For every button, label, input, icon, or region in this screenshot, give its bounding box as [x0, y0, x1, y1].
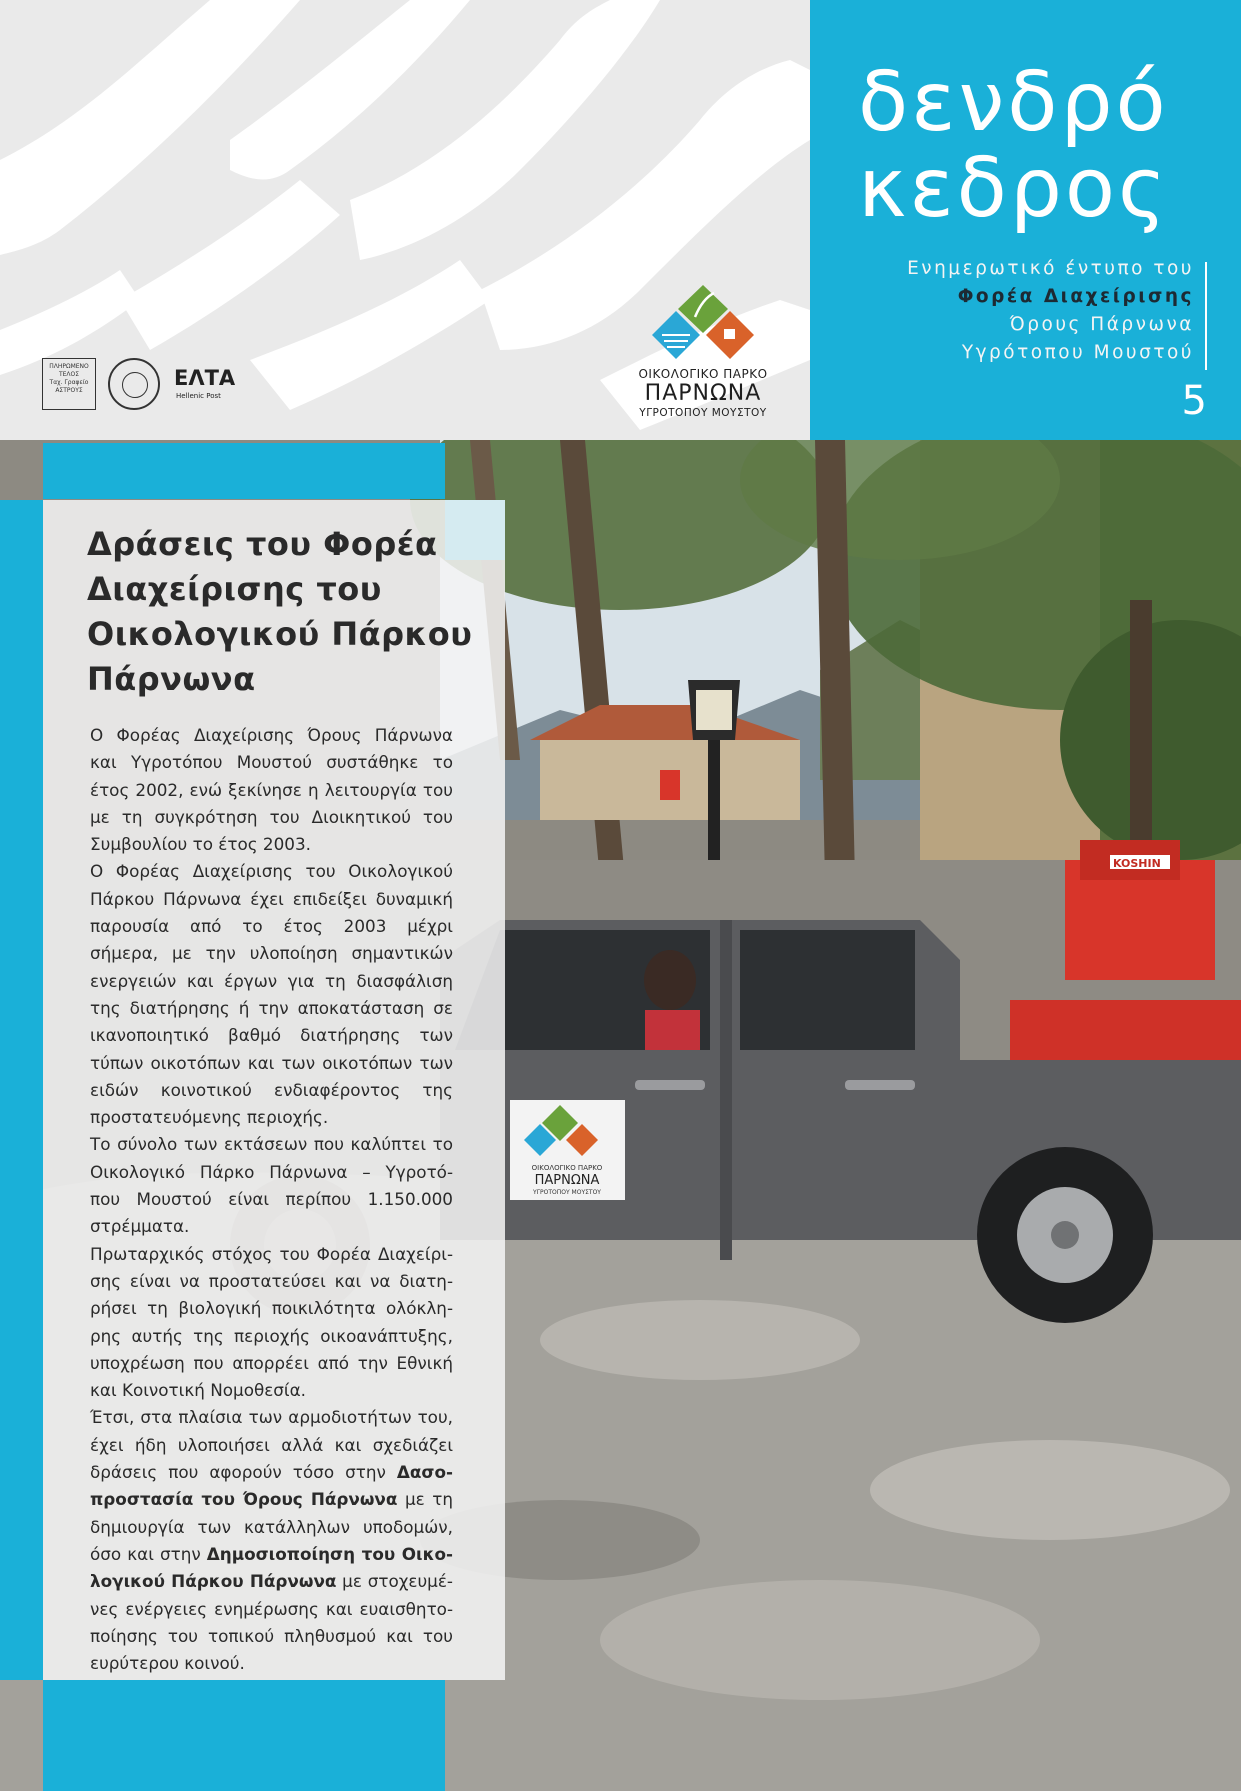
issue-number: 5	[1181, 378, 1207, 424]
elta-subtitle: Hellenic Post	[176, 392, 221, 400]
body-line: Πρωταρχικός στόχος του Φορέα Διαχείρι-	[90, 1243, 453, 1264]
pump-brand-label: KOSHIN	[1113, 857, 1161, 870]
body-line: νες ενέργειες ενημέρωσης και ευαισθητο-	[90, 1598, 453, 1619]
body-text-run: με στοχευμέ-	[336, 1571, 453, 1592]
masthead-title-line: δενδρό	[858, 55, 1169, 150]
bold-term: Δασο-	[396, 1462, 453, 1483]
subtitle-line: Ενημερωτικό έντυπο του	[907, 258, 1194, 279]
body-line: δημιουργία των κατάλληλων υποδομών,	[90, 1516, 453, 1537]
accent-block-bottom	[43, 1680, 445, 1791]
headline-line: Πάρνωνα	[87, 660, 256, 698]
article-body	[90, 722, 453, 1677]
body-text-run: δράσεις που αφορούν τόσο στην	[90, 1462, 397, 1483]
body-line: Πάρκου Πάρνωνα έχει επιδείξει δυναμική	[90, 888, 453, 909]
body-line: σήμερα, με την υλοποίηση σημαντικών	[90, 943, 453, 964]
body-line	[90, 1568, 453, 1595]
park-logo	[628, 283, 788, 419]
vehicle-logo-line: ΠΑΡΝΩΝΑ	[534, 1173, 600, 1188]
body-line: έτος 2002, ενώ ξεκίνησε η λειτουργία του	[90, 779, 453, 800]
subtitle-divider	[1205, 262, 1207, 370]
elta-logo: ΕΛΤΑ	[174, 366, 236, 390]
body-line: ενεργειών και έργων για τη διασφάλιση	[90, 970, 453, 991]
bold-term: λογικού Πάρκου Πάρνωνα	[90, 1571, 337, 1592]
body-line: έχει ήδη υλοποιήσει αλλά και σχεδιάζει	[90, 1434, 453, 1455]
park-logo-icon	[648, 283, 758, 365]
body-line	[90, 1541, 453, 1568]
body-line: ευρύτερου κοινού.	[90, 1653, 245, 1674]
park-name-line: ΥΓΡΟΤΟΠΟΥ ΜΟΥΣΤΟΥ	[639, 407, 767, 419]
body-line: υποχρέωση που απορρέει από την Εθνική	[90, 1352, 453, 1373]
subtitle-line: Όρους Πάρνωνα	[1009, 314, 1194, 335]
subtitle-line: Φορέα Διαχείρισης	[957, 286, 1194, 307]
body-line: παρουσία από το έτος 2003 μέχρι	[90, 916, 453, 937]
body-line	[90, 1486, 453, 1513]
park-name-main: ΠΑΡΝΩΝΑ	[644, 381, 762, 406]
accent-block-left	[0, 500, 43, 1680]
body-line: σης είναι να προστατεύσει και να διατη-	[90, 1270, 453, 1291]
masthead-title	[858, 55, 1170, 236]
postage-line: Ταχ. Γραφείο	[49, 379, 89, 386]
postal-seal-icon	[108, 358, 160, 410]
body-line: ικανοποιητικό βαθμό διατήρησης των	[90, 1025, 453, 1046]
subtitle-line: Υγρότοπου Μουστού	[961, 342, 1194, 363]
masthead-subtitle	[907, 255, 1194, 367]
body-line: Ο Φορέας Διαχείρισης Όρους Πάρνωνα	[90, 725, 453, 745]
body-line: και Κοινοτική Νομοθεσία.	[90, 1380, 307, 1401]
vehicle-logo-line: ΟΙΚΟΛΟΓΙΚΟ ΠΑΡΚΟ	[531, 1164, 603, 1172]
body-line: με τη συγκρότηση του Διοικητικού του	[90, 806, 453, 827]
body-line: προστατευόμενης περιοχής.	[90, 1107, 329, 1128]
postage-line: ΠΛΗΡΩΜΕΝΟ	[49, 363, 89, 370]
body-line	[90, 1459, 453, 1486]
body-line: Το σύνολο των εκτάσεων που καλύπτει το	[90, 1134, 453, 1155]
accent-block-top	[43, 443, 445, 499]
park-name-line: ΟΙΚΟΛΟΓΙΚΟ ΠΑΡΚΟ	[638, 367, 768, 381]
body-line: τύπων οικοτόπων και των οικοτόπων των	[90, 1052, 453, 1073]
bold-term: Δημοσιοποίηση του Οικο-	[206, 1543, 453, 1564]
headline-line: Δράσεις του Φορέα	[87, 525, 438, 563]
body-text-run: με τη	[397, 1489, 454, 1510]
body-line: Συμβουλίου το έτος 2003.	[90, 834, 311, 855]
body-line: Οικολογικό Πάρκο Πάρνωνα – Υγροτό-	[90, 1161, 453, 1182]
headline-line: Οικολογικού Πάρκου	[87, 615, 473, 653]
body-line: που Μουστού είναι περίπου 1.150.000	[90, 1189, 453, 1210]
article-headline	[87, 522, 487, 702]
postage-line: ΑΣΤΡΟΥΣ	[55, 387, 83, 394]
headline-line: Διαχείρισης του	[87, 570, 382, 608]
bold-term: προστασία του Όρους Πάρνωνα	[90, 1489, 398, 1510]
masthead-title-line: κεδρος	[858, 141, 1170, 236]
vehicle-logo-line: ΥΓΡΟΤΟΠΟΥ ΜΟΥΣΤΟΥ	[533, 1189, 601, 1196]
body-line: Ο Φορέας Διαχείρισης του Οικολογικού	[90, 861, 453, 882]
postage-paid-box	[42, 358, 96, 410]
body-line: ειδών κοινοτικού ενδιαφέροντος της	[90, 1079, 453, 1100]
header-background	[0, 0, 810, 440]
body-line: της διατήρησης ή την αποκατάσταση σε	[90, 997, 453, 1018]
body-line: Έτσι, στα πλαίσια των αρμοδιοτήτων του,	[90, 1407, 453, 1428]
postage-line: ΤΕΛΟΣ	[58, 371, 80, 378]
body-line: ρης αυτής της περιοχής οικοανάπτυξης,	[90, 1325, 453, 1346]
masthead	[810, 0, 1241, 440]
body-line: στρέμματα.	[90, 1216, 190, 1237]
body-line: ποίησης του τοπικού πληθυσμού και του	[90, 1625, 453, 1646]
body-line: ρήσει τη βιολογική ποικιλότητα ολόκλη-	[90, 1298, 453, 1319]
body-text-run: όσο και στην	[90, 1543, 207, 1564]
body-line: και Υγροτόπου Μουστού συστάθηκε το	[90, 752, 453, 773]
